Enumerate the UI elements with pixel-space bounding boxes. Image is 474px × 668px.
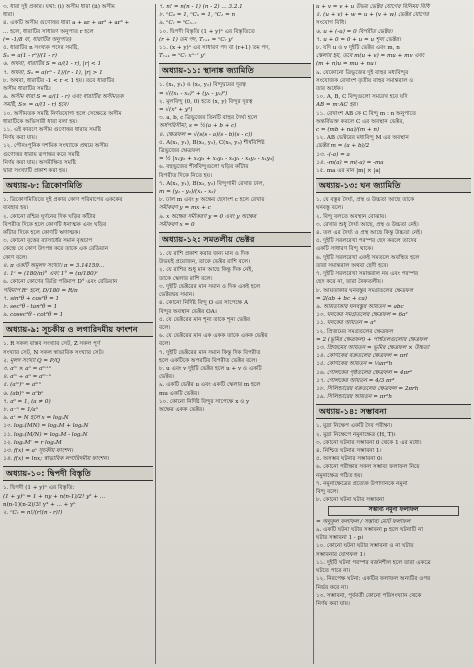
text-line: ১০. logₐ(MN) = logₐM + logₐN — [3, 423, 89, 430]
text-line: ১২. প্রিজমের সমগ্রতলের ক্ষেত্রফল — [316, 328, 394, 335]
text-line: ৬. যে ভেক্টরের মান এক একক তাকে একক ভেক্টর — [159, 333, 268, 340]
text-line: ছেদ করে না, তারা নৈকতলীয়। — [316, 279, 383, 286]
text-line: ৫. অসম্ভব ঘটনার সম্ভাবনা 0। — [316, 456, 383, 463]
chapter-heading-11: অধ্যায়-১১: স্থানাঙ্ক জ্যামিতি — [159, 63, 311, 78]
text-line: ৮. যদি u ও v দুইটি ভেক্টর এবং m, n — [316, 45, 400, 52]
text-line: বিন্দুর অবস্থান ভেক্টর OA। — [159, 308, 217, 315]
column-divider — [313, 4, 314, 664]
text-line: ঘটতে পারে না। — [316, 568, 351, 575]
text-line: সমীকরণ y = mx + c — [159, 205, 211, 212]
column-divider — [155, 4, 156, 664]
text-line: ৩. কোনো বৃত্তের ব্যাসার্ধের সমান বৃত্তচাপ — [3, 238, 93, 245]
text-line: ৭. A(x₁, y₁), B(x₂, y₂) বিন্দুগামী রেখার ঢাল, — [159, 180, 265, 187]
text-line: AB = m·AC হয়। — [316, 102, 358, 109]
text-line: ১১. (x + y)ⁿ এর সাধারণ পদ বা (r+1) তম পদ, — [159, 45, 271, 52]
text-line: ৫. দুইটি সরলরেখা পরস্পর ছেদ করলে তাদের — [316, 238, 417, 245]
column-right — [316, 3, 471, 665]
chapter-heading-12: অধ্যায়-১২: সমতলীয় ভেক্টর — [159, 232, 311, 247]
text-line: ৫. ধারাটির n সংখ্যক পদের সমষ্টি, — [3, 45, 79, 52]
text-line: ১. (x₁, y₁) ও (x₂, y₂) বিন্দুদ্বয়ের দূরত্ব — [159, 82, 246, 89]
text-line: ৪. একটি অসীম গুণোত্তর ধারা a + ar + ar² + ar³ + — [3, 20, 130, 27]
text-line: Tᵣ₊₁ = ⁿCᵣ xⁿ⁻ʳ yʳ — [159, 53, 206, 60]
text-line: ৬. অথবা, ধারাটির S = a/(1 - r), |r| < 1 — [3, 61, 102, 68]
text-line: ভেক্টর m = (a + b)/2 — [316, 143, 370, 150]
text-line: ৩. রেখার শুধু দৈর্ঘ্য আছে, প্রস্থ ও উচ্চতা নেই। — [316, 221, 419, 228]
text-line: ৭. দুইটি সরলরেখা সমান্তরাল নয় এবং পরস্পর — [316, 271, 419, 278]
text-line: (m + n)u = mu + nu। — [316, 61, 376, 68]
text-line: ৬. (ab)ⁿ = aⁿbⁿ — [3, 390, 44, 397]
text-line: কাঁটার দিকে হলে কোণটি ঋণাত্মক। — [3, 230, 81, 237]
text-line: ১১. ঘনকের আয়তন = a³ — [316, 320, 376, 327]
text-line: একটি সাধারণ বিন্দু থাকে। — [316, 246, 374, 253]
text-line: ৭. দুইটি ভেক্টরের মান সমান কিন্তু দিক বিপরীত — [159, 349, 261, 356]
text-line: ৮. u এবং v দুইটি ভেক্টর হলে u + v ও একটি — [159, 365, 262, 372]
text-line: অক্ষের একক ভেক্টর। — [159, 406, 205, 413]
text-line: ১৩. প্রিজমের আয়তন = ভূমির ক্ষেত্রফল × উচ্চতা — [316, 344, 430, 351]
text-line: সংখ্যার সেট, N সকল স্বাভাবিক সংখ্যার সেট। — [3, 349, 104, 356]
text-line: ১৪. f(x) = lnx; স্বাভাবিক লগারিদমীয় ফাংশন। — [3, 456, 109, 463]
text-line: ২. মূলবিন্দু (0, 0) হতে (x, y) বিন্দুর দূরত্ব — [159, 98, 253, 105]
text-line: ৯. ⁿCᵣ = ⁿCₙ₋ᵣ — [159, 20, 197, 27]
text-line: ৮. আয়তাকার ঘনবস্তুর সমগ্রতলের ক্ষেত্রফল — [316, 287, 414, 294]
text-line: m = (y₁ - y₂)/(x₁ - x₂) — [159, 189, 216, 196]
text-line: ২. ⁿCᵣ = n!/(r!(n - r)!) — [3, 509, 63, 516]
column-middle — [159, 3, 311, 665]
text-line: ঘটার সম্ভাবনা 1 - p। — [316, 535, 364, 542]
text-line: ১. যে রাশি প্রকাশ করার জন্য মান ও দিক — [159, 251, 250, 258]
text-line: mu একটি ভেক্টর। — [159, 390, 200, 397]
text-line: ৭. u + 0 = 0 + u = u শূন্য ভেক্টর। — [316, 36, 401, 43]
chapter-heading-8: অধ্যায়-৮: ত্রিকোণমিতি — [3, 178, 153, 193]
text-line: নির্ভর করে না। — [316, 584, 348, 591]
text-line: ৮. ⁿC₀ = 1, ⁿCₙ = 1, ⁿC₁ = n — [159, 12, 236, 19]
text-line: ৪. তল এর দৈর্ঘ্য ও প্রস্থ আছে কিন্তু উচ্চতা নেই। — [316, 230, 423, 237]
text-line: ৩. aᵐ × aⁿ = aᵐ⁺ⁿ — [3, 365, 52, 372]
text-line: ১১. রেখাংশ AB কে C বিন্দু m : n অনুপাতে — [316, 110, 417, 117]
text-line: ১. দ্বিপদী (1 + y)ⁿ এর বিস্তৃতি: — [3, 485, 75, 492]
text-line: সম্ভাবনার যোগফল 1। — [316, 551, 366, 558]
text-line: ৬. বহুভুজের শীর্ষবিন্দুগুলো ঘড়ির কাঁটার — [159, 164, 249, 171]
text-line: অসীম ধারাটির সমষ্টি। — [3, 86, 51, 93]
text-line: তাকে স্কেলার রাশি বলে। — [159, 275, 213, 282]
text-line: ১২. নিরপেক্ষ ঘটনা: একটির ফলাফল অন্যটির ওপর — [316, 576, 431, 583]
text-line: ৯. একটি ভেক্টর u এবং একটি স্কেলার m হলে — [159, 382, 261, 389]
text-line: ৩. ধারা দুই প্রকার। যথা: (i) অসীম ধারা (ii) অসীম — [3, 4, 115, 10]
text-line: (= -1/8 বা, ধারাটির অনুপাত) — [3, 36, 72, 43]
text-line: নির্ণয় করা যায়। অসমীক্ষিত সমষ্টি — [3, 159, 76, 166]
text-line: ২. বিন্দু বলতে অবস্থান বোঝায়। — [316, 213, 387, 220]
text-line: ৪. ক্ষেত্রফল = √(s(s - a)(s - b)(s - c)) — [159, 131, 253, 138]
text-line: ৬. কোনো কোণের ডিগ্রি পরিমাপ D° এবং রেডিয়ান — [3, 279, 118, 286]
text-line: ধারা। — [3, 12, 15, 19]
text-line: নির্ণয় করা যায়। — [316, 600, 350, 607]
text-line: ৫. (u + v) + w = u + (v + w) ভেক্টর যোগের — [316, 12, 429, 19]
text-line: (1 + y)ⁿ = 1 + ny + n(n-1)/2! y² + ... — [3, 493, 106, 500]
text-line: ৭. n! = n(n - 1) (n - 2) ... 3.2.1 — [159, 4, 243, 10]
text-line: u + v = v + u উভয় ভেক্টর যোগের বিনিময় বিধি — [316, 4, 430, 10]
text-line: ১. ত্রিকোণমিতিতে দুই প্রকার কোণ পরিমাপের এককের — [3, 197, 123, 204]
text-line: হলে একটিকে অপরটির বিপরীত ভেক্টর বলে। — [159, 357, 258, 364]
text-line: ভেক্টরদ্বয় সমান। — [159, 292, 195, 299]
text-line: তারা সমান্তরাল অথবা ছেদী হবে। — [316, 262, 389, 269]
text-line: ১৩. f(x) = aˣ সূচকীয় ফাংশন। — [3, 447, 73, 454]
text-line: ১৮. সিলিন্ডারের বক্রতলের ক্ষেত্রফল = 2πrh — [316, 385, 419, 392]
text-line: ১. মুদ্রা নিক্ষেপ একটি দৈব পরীক্ষা। — [316, 423, 393, 430]
text-line: ১০. ঘনকের সমগ্রতলের ক্ষেত্রফল = 6a² — [316, 312, 408, 319]
text-line: ১০. কোনো নির্দিষ্ট বিন্দুর সাপেক্ষে x ও y — [159, 398, 250, 405]
text-line: ৪. π একটি অমূলদ সংখ্যা। π = 3.14159... — [3, 262, 105, 269]
text-line: ২. মুদ্রা নিক্ষেপে নমুনাক্ষেত্র (H, T)। — [316, 431, 396, 438]
text-line: ১. R সকল বাস্তব সংখ্যার সেট, Z সকল পূর্ণ — [3, 341, 101, 348]
text-line: ভেক্টর। — [159, 374, 174, 381]
text-line: ১৪. -m(a) = m(-a) = -ma — [316, 159, 384, 166]
text-line: সমীকরণ x = 0 — [159, 221, 195, 228]
text-line: ১৪. কোণকের বক্রতলের ক্ষেত্রফল = πrl — [316, 353, 408, 360]
text-line: ৯. aˣ = N হলে x = logₐN — [3, 415, 69, 422]
text-line: কোণ বলে। — [3, 254, 28, 261]
text-line: ৯. আয়তাকার ঘনবস্তুর আয়তন = abc — [316, 303, 404, 310]
text-line: ২. কোনো রশ্মির ঘূর্ণনের দিক ঘড়ির কাঁটার — [3, 213, 96, 220]
text-line: ৭. নমুনাক্ষেত্রের প্রত্যেক উপাদানকে নমুনা — [316, 480, 408, 487]
text-line: ব্যবহার হয়। — [3, 205, 29, 212]
column-left — [3, 3, 153, 665]
text-line: ১৩. সম্ভাবনা, পূর্ববর্তী কোনো পরিসংখ্যান থেকে — [316, 592, 422, 599]
text-line: গুণোত্তর ধারায় রূপান্তর করে সমষ্টি — [3, 151, 80, 158]
text-line: ১০. দ্বিপদী বিস্তৃতি (1 + y)ⁿ এর বিস্তৃতিতে — [159, 28, 255, 35]
text-line: ৭. a⁰ = 1, (a ≠ 0) — [3, 398, 51, 405]
text-line: ত্রিভুজের ক্ষেত্রফল — [159, 148, 201, 155]
subheading-sample-space: সম্ভাব্য নমুনা ফলাফল — [328, 506, 459, 516]
text-line: ১১. logₐ(M/N) = logₐM - logₐN — [3, 431, 88, 438]
text-line: ২. যে রাশির শুধু মান আছে কিন্তু দিক নেই, — [159, 267, 254, 274]
text-line: n(n-1)(n-2)/3! y³ + ... + yⁿ — [3, 501, 76, 508]
text-line: ১০. কোনো ঘটনা ঘটার সম্ভাবনা ও না ঘটার — [316, 543, 414, 550]
text-line: উভয়ই প্রয়োজন, তাকে ভেক্টর রাশি বলে। — [159, 259, 251, 266]
text-line: ৫. (aᵐ)ⁿ = aᵐⁿ — [3, 382, 41, 389]
chapter-heading-14: অধ্যায়-১৪: সম্ভাবনা — [316, 404, 471, 419]
text-line: পরিমাপ Rᶜ হলে, D/180 = R/π — [3, 287, 78, 294]
text-line: ১১. দুইটি ঘটনা পরস্পর বর্জনশীল হলে তারা একত্রে — [316, 559, 431, 566]
text-line: ৭. অথবা, Sₙ = a(rⁿ - 1)/(r - 1), |r| > 1 — [3, 69, 103, 76]
text-line: ১৭. গোলকের আয়তন = 4/3 πr³ — [316, 377, 395, 384]
text-line: ১১. এই কারণে অসীম গুণোত্তর ধারার সমষ্টি — [3, 127, 101, 134]
text-line: Sₙ = a(1 - rⁿ)/(1 - r) — [3, 53, 57, 60]
text-line: ৬. দুইটি সরলরেখা একই সমতলে অবস্থিত হলে — [316, 254, 420, 261]
text-line: ৮. sec²θ - tan²θ = 1 — [3, 303, 58, 310]
text-line: নমুনাক্ষেত্র গঠিত হয়। — [316, 472, 363, 479]
text-line: ৯. যেকোনো ত্রিভুজের দুই বাহুর মধ্যবিন্দুর — [316, 69, 409, 76]
text-line: ১০. অসীমতক সমষ্টি নির্ণয়যোগ্য হলে সেক্ষেত্রে অসীম — [3, 110, 122, 117]
chapter-heading-10: অধ্যায়-১০: দ্বিপদী বিস্তৃতি — [3, 466, 153, 481]
chapter-heading-13: অধ্যায়-১৩: ঘন জ্যামিতি — [316, 178, 471, 193]
text-line: নির্ণয় করা যায়। — [3, 135, 37, 142]
text-line: অর্ধপরিসীমা, s = ½(a + b + c) — [159, 123, 237, 130]
text-line: ধারাটিকে অভিসারী ধারা বলা হয়। — [3, 118, 78, 125]
text-line: ১. যে বস্তুর দৈর্ঘ্য, প্রস্থ ও উচ্চতা আছে তাকে — [316, 197, 415, 204]
text-line: সংযোগ বিধি। — [316, 20, 347, 27]
text-line: = ½ |x₁y₂ + x₂y₃ + x₃y₁ - x₂y₁ - x₃y₂ - x₁y₃| — [159, 156, 275, 163]
text-line: সমষ্টি, S∞ = a/(1 - r) হবে। — [3, 102, 69, 109]
text-line: ১৫. কোণকের আয়তন = ⅓πr²h — [316, 361, 393, 368]
text-line: ৮. a⁻ⁿ = 1/aⁿ — [3, 406, 39, 413]
text-line: ঘনবস্তু বলে। — [316, 205, 344, 212]
chapter-heading-9: অধ্যায়-৯: সূচকীয় ও লগারিদমীয় ফাংশন — [3, 322, 153, 337]
text-line: ৫. A(x₁, y₁), B(x₂, y₂), C(x₃, y₃) শীর্ষবিশিষ্ট — [159, 139, 265, 146]
text-line: ১৫. ma এর মান |m| × |a| — [316, 168, 381, 175]
text-line: = অনুকূল ফলাফল / সম্ভাব্য মোট ফলাফল — [316, 518, 411, 525]
text-line: ১২. logₐMʳ = r logₐM — [3, 439, 62, 446]
text-line: ৪. aᵐ ÷ aⁿ = aᵐ⁻ⁿ — [3, 374, 52, 381]
text-line: ১২. পৌনঃপুনিক দশমিক সংখ্যাকে প্রথমে অসীম — [3, 143, 109, 150]
text-line: ৯. x অক্ষের সমীকরণ y = 0 এবং y অক্ষের — [159, 213, 257, 220]
text-line: বিপরীত দিকে নিতে হয়। — [159, 172, 213, 179]
text-line: বিপরীত দিকে হলে কোণটি ধনাত্মক এবং ঘড়ির — [3, 221, 107, 228]
text-line: c = (mb + na)/(m + n) — [316, 127, 380, 134]
text-line: ১৯. সিলিন্ডারের আয়তন = πr²h — [316, 394, 392, 401]
text-line: সংযোজক রেখাংশ তৃতীয় বাহুর সমান্তরাল ও — [316, 77, 414, 84]
text-line: বলে। — [159, 324, 171, 331]
text-line: দ্বারা সংখ্যাটি প্রকাশ করা হয়। — [3, 168, 68, 175]
text-line: ৪. কোনো নির্দিষ্ট বিন্দু O এর সাপেক্ষে A — [159, 300, 249, 307]
text-line: কেন্দ্রে যে কোণ উৎপন্ন করে তাকে এক রেডিয়ান — [3, 246, 109, 253]
text-line: স্কেলার হয়, তবে m(u + v) = mu + mv এবং — [316, 53, 425, 60]
text-line: ৯. cosec²θ - cot²θ = 1 — [3, 312, 64, 319]
text-line: ৮. অথবা, ধারাটির -1 < r < 1 হয়। তবে ধারাটির — [3, 77, 115, 84]
text-line: তার অর্ধেক। — [316, 86, 343, 93]
text-line: বলে। — [159, 341, 171, 348]
text-line: ৫. যে ভেক্টরের মান শূন্য তাকে শূন্য ভেক্টর — [159, 316, 251, 323]
text-line: ৮. কোনো ঘটনা ঘটার সম্ভাবনা — [316, 497, 385, 504]
text-line: (r + 1) তম পদ, Tᵣ₊₁ = ⁿCᵣ yʳ — [159, 36, 234, 43]
text-line: ... হলে, ধারাটির সাধারণ অনুপাত r হলে — [3, 28, 94, 35]
text-line: ১০. A, B, C বিন্দুগুলো সমরেখ হবে যদি — [316, 94, 408, 101]
text-line: ২. মূলদ সংখ্যা Q = P/Q — [3, 357, 61, 364]
text-line: ৯. অসীম ধারা S = a/(1 - r) এবং ধারাটির অসীমতক — [3, 94, 124, 101]
text-line: ৩. দুইটি ভেক্টরের মান সমান ও দিক একই হলে — [159, 283, 261, 290]
text-line: ৯. একটি ঘটনা ঘটার সম্ভাবনা p হলে ঘটনাটি না — [316, 527, 423, 534]
text-line: ৮. ঢাল m এবং y অক্ষের ছেদাংশ c হলে রেখার — [159, 197, 265, 204]
text-line: ৭. sin²θ + cos²θ = 1 — [3, 295, 60, 302]
text-line: ৩. কোনো ঘটনার সম্ভাবনা 0 থেকে 1 এর মধ্যে। — [316, 439, 422, 446]
text-line: = √(x² + y²) — [159, 107, 193, 114]
text-line: ৪. নিশ্চিত ঘটনার সম্ভাবনা 1। — [316, 447, 382, 454]
text-line: ৬. u + (-u) = 0 বিপরীত ভেক্টর। — [316, 28, 393, 35]
text-line: = √((x₁ - x₂)² + (y₁ - y₂)²) — [159, 90, 228, 97]
text-line: = 2 (ভূমির ক্ষেত্রফল) + পার্শ্বতলগুলোর ক্ষেত্রফল — [316, 336, 428, 343]
text-line: ১৬. গোলকের পৃষ্ঠতলের ক্ষেত্রফল = 4πr² — [316, 369, 413, 376]
text-line: ১৩. -(-a) = a — [316, 151, 350, 158]
text-line: ৩. a, b, c ত্রিভুজের তিনটি বাহুর দৈর্ঘ্য হলে — [159, 115, 258, 122]
text-line: বিন্দু বলে। — [316, 488, 339, 495]
text-line: = 2(ab + bc + ca) — [316, 295, 367, 302]
text-line: অন্তর্বিভক্ত করলে C এর অবস্থান ভেক্টর, — [316, 118, 405, 125]
text-line: ১২. AB ভেক্টরের মধ্যবিন্দু M এর অবস্থান — [316, 135, 409, 142]
text-line: ৬. কোনো পরীক্ষার সকল সম্ভাব্য ফলাফল নিয়ে — [316, 464, 420, 471]
text-line: ৫. 1ᶜ = (180/π)° এবং 1° = (π/180)ᶜ — [3, 271, 98, 278]
